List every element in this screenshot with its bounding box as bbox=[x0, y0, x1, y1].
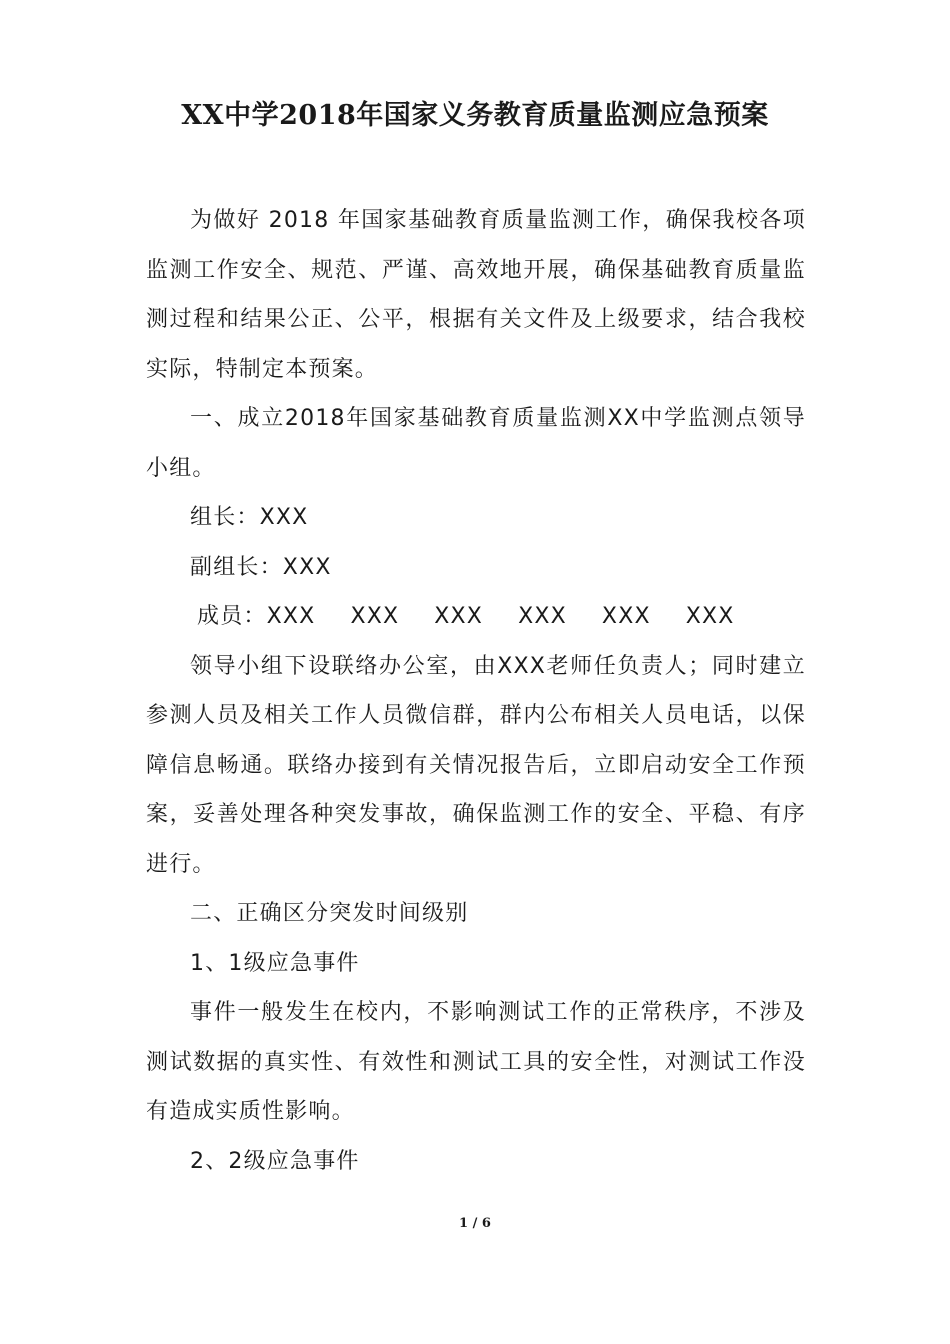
section-1-heading: 一、成立2018年国家基础教育质量监测XX中学监测点领导小组。 bbox=[146, 406, 806, 481]
document-title: XX中学2018年国家义务教育质量监测应急预案 bbox=[181, 100, 769, 131]
members-line bbox=[146, 592, 806, 642]
liaison-office-paragraph: 领导小组下设联络办公室，由XXX老师任负责人；同时建立参测人员及相关工作人员微信群，群内公布相关人员电话，以保障信息畅通。联络办接到有关情况报告后，立即启动安全工作预案，妥善处理各种突发事故，确保监测工作的安全、平稳、有序进行。 bbox=[146, 653, 806, 877]
member-name: XXX bbox=[518, 604, 567, 629]
member-name: XXX bbox=[350, 604, 400, 629]
section-2-heading: 二、正确区分突发时间级别 bbox=[190, 901, 469, 926]
page-number: 1 / 6 bbox=[459, 1216, 491, 1231]
members-label: 成员： bbox=[197, 604, 267, 629]
level-2-heading: 2、2级应急事件 bbox=[190, 1148, 360, 1174]
level-1-paragraph: 事件一般发生在校内，不影响测试工作的正常秩序，不涉及测试数据的真实性、有效性和测试工具的安全性，对测试工作没有造成实质性影响。 bbox=[146, 1000, 806, 1124]
leader-line: 组长：XXX bbox=[190, 505, 309, 530]
member-name: XXX bbox=[685, 604, 735, 629]
member-name: XXX bbox=[266, 604, 316, 629]
document-body bbox=[146, 196, 806, 1186]
deputy-leader-line: 副组长：XXX bbox=[190, 554, 332, 580]
member-name: XXX bbox=[601, 604, 651, 629]
level-1-heading: 1、1级应急事件 bbox=[190, 950, 360, 976]
intro-paragraph: 为做好 2018 年国家基础教育质量监测工作，确保我校各项监测工作安全、规范、严谨、高效地开展，确保基础教育质量监测过程和结果公正、公平，根据有关文件及上级要求，结合我校实际，特制定本预案。 bbox=[146, 208, 806, 382]
member-name: XXX bbox=[434, 604, 484, 629]
